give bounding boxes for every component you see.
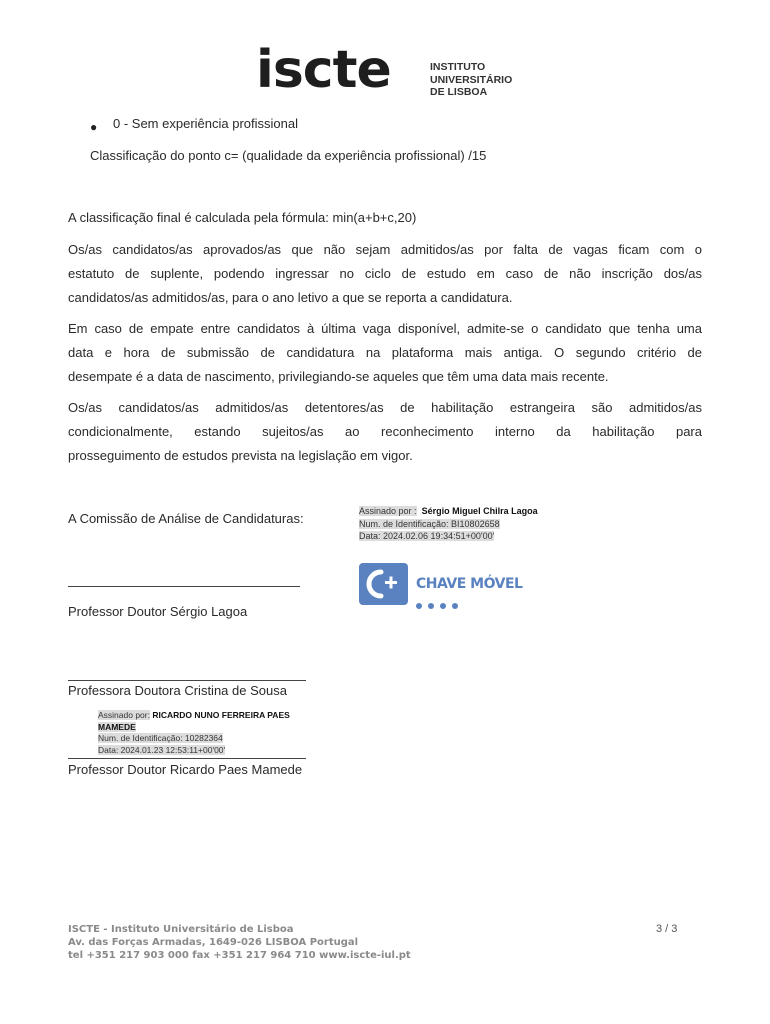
signatory-name-1: Professor Doutor Sérgio Lagoa xyxy=(68,604,248,619)
signature-line-1 xyxy=(68,586,300,587)
footer-address: ISCTE - Instituto Universitário de Lisboa Av. das Forças Armadas, 1649-026 LISBOA Portugal tel +351 217 903 000 fax +351 217 964 710 www.iscte-iul.pt xyxy=(68,924,411,961)
signatory-name-3: Professor Doutor Ricardo Paes Mamede xyxy=(68,762,303,777)
bullet-dot: ● xyxy=(90,120,98,134)
comissao-label: A Comissão de Análise de Candidaturas: xyxy=(68,511,304,526)
formula-text: A classificação final é calculada pela fórmula: min(a+b+c,20) xyxy=(68,210,417,225)
chave-movel-icon xyxy=(359,563,408,605)
digital-signature-lagoa: Assinado por : Sérgio Miguel Chilra Lagoa Num. de Identificação: BI10802658 Data: 2024.02.06 19:34:51+00'00' xyxy=(359,506,538,541)
classificacao-c: Classificação do ponto c= (qualidade da experiência profissional) /15 xyxy=(90,148,487,163)
digital-signature-mamede: Assinado por: RICARDO NUNO FERREIRA PAES MAMEDE Num. de Identificação: 10282364 Data: 2024.01.23 12:53:11+00'00' xyxy=(98,710,290,755)
paragraph-suplente: Os/as candidatos/as aprovados/as que não sejam admitidos/as por falta de vagas ficam com o estatuto de suplente, podendo ingressar no ciclo de estudo em caso de não inscrição dos/as candidatos/as admitidos/as, para o ano letivo a que se reporta a candidatura. xyxy=(68,242,702,305)
bullet-item: 0 - Sem experiência profissional xyxy=(113,116,298,131)
iscte-logo-word: iscte xyxy=(256,40,391,100)
signatory-name-2: Professora Doutora Cristina de Sousa xyxy=(68,683,287,698)
paragraph-empate: Em caso de empate entre candidatos à última vaga disponível, admite-se o candidato que tenha uma data e hora de submissão de candidatura na plataforma mais antiga. O segundo critério de desempate é a data de nascimento, privilegiando-se aqueles que têm uma data mais recente. xyxy=(68,321,702,384)
page-number: 3 / 3 xyxy=(656,923,678,935)
paragraph-habilitacao: Os/as candidatos/as admitidos/as detentores/as de habilitação estrangeira são admitidos/as condicionalmente, estando sujeitos/as ao reconhecimento interno da habilitação para prosseguimento de estudos prevista na legislação em vigor. xyxy=(68,400,702,463)
chave-movel-dots xyxy=(416,596,464,614)
chave-movel-label: CHAVE MÓVEL xyxy=(416,576,523,592)
logo-institution-name: INSTITUTO UNIVERSITÁRIO DE LISBOA xyxy=(430,61,513,98)
